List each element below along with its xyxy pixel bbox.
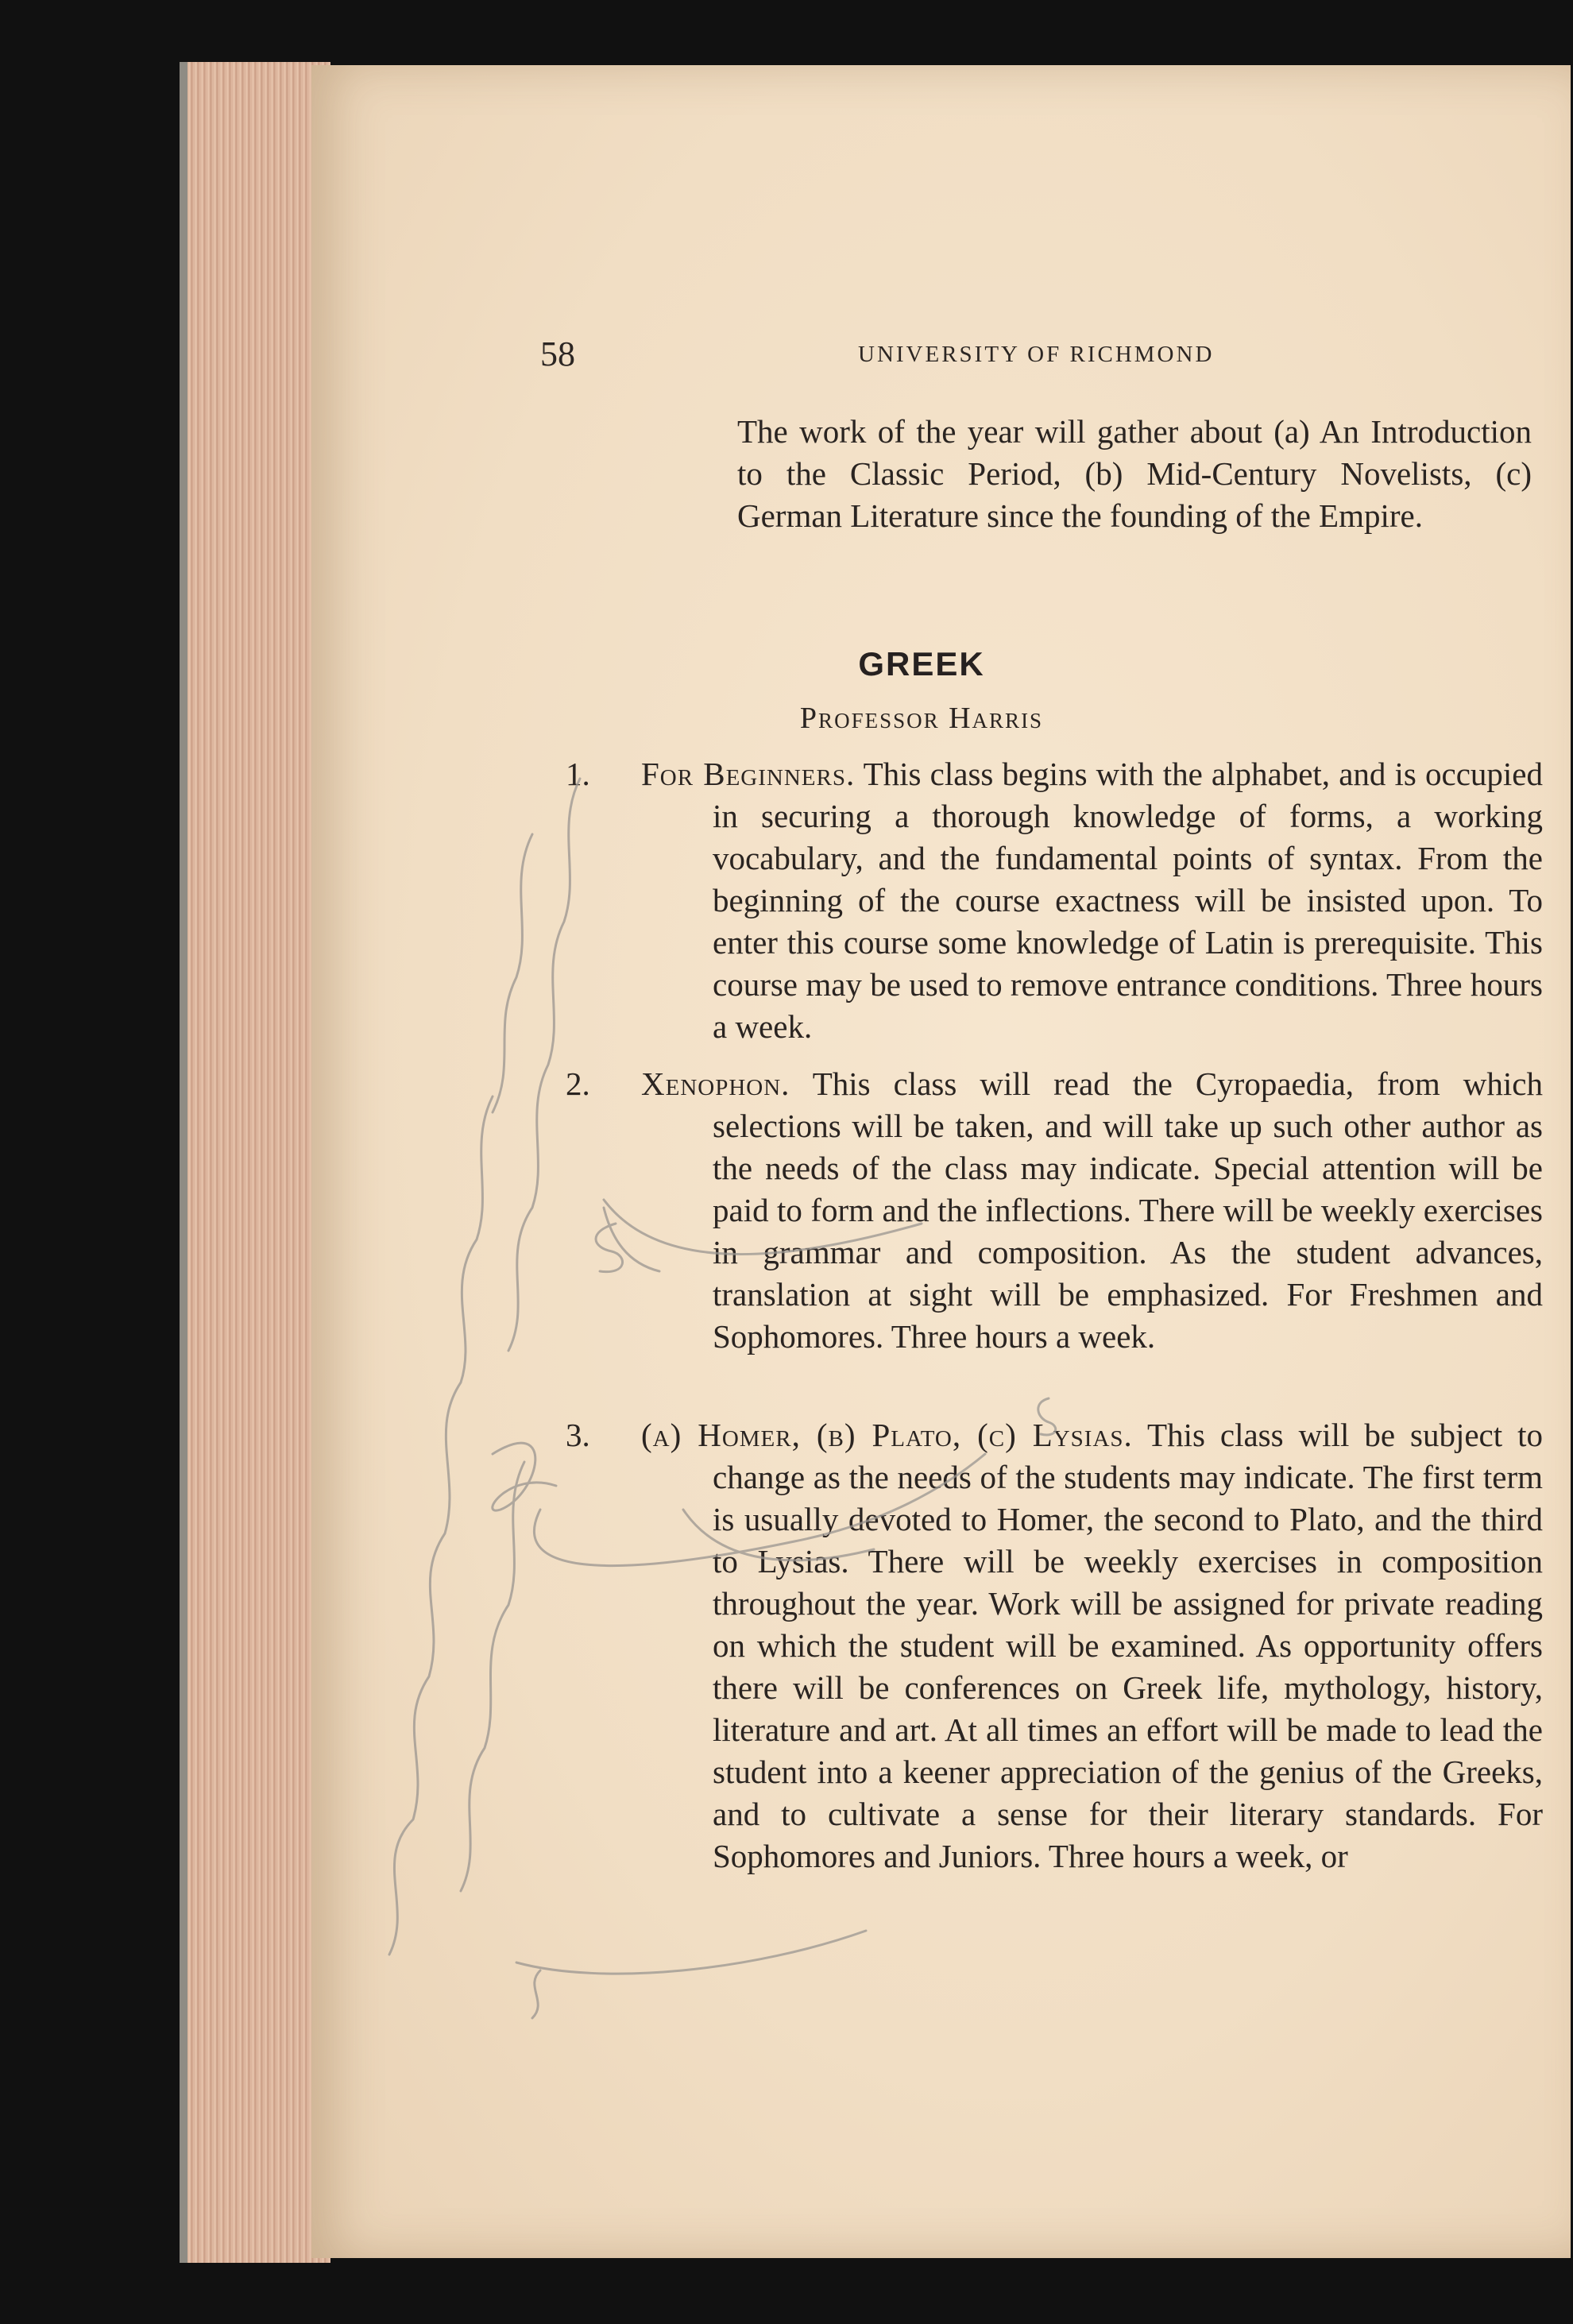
book-page-edges: [180, 62, 330, 2263]
course-title: (a) Homer, (b) Plato, (c) Lysias.: [641, 1417, 1133, 1453]
course-1: [566, 753, 1543, 1048]
course-title: For Beginners.: [641, 756, 856, 792]
course-number: 2.: [566, 1065, 590, 1102]
page-header: [540, 334, 1573, 381]
course-description: This class will be subject to change as the needs of the students may indicate. The first term is usually devoted to Homer, the second to Plato, and the third to Lysias. There will be weekly exercises in composition throughout the year. Work will be assigned for private reading on which the student will be examined. As opportunity offers there will be conferences on Greek life, mythology, history, literature and art. At all times an effort will be made to lead the student into a keener appreciation of the genius of the Greeks, and to cultivate a sense for their literary standards. For Sophomores and Juniors. Three hours a week, or: [713, 1417, 1543, 1874]
course-number: 3.: [566, 1417, 590, 1453]
course-2: [566, 1063, 1543, 1358]
running-head: UNIVERSITY OF RICHMOND: [858, 342, 1215, 367]
course-body: [641, 1063, 1543, 1358]
course-body: [641, 753, 1543, 1048]
course-number: 1.: [566, 756, 590, 792]
course-description: This class begins with the alphabet, and is occupied in securing a thorough knowledge of forms, a working vocabulary, and the fundamental points of syntax. From the beginning of the course exactness will be insisted upon. To enter this course some knowledge of Latin is prerequisite. This course may be used to remove entrance conditions. Three hours a week.: [713, 756, 1543, 1045]
intro-paragraph: The work of the year will gather about (a) An Introduction to the Classic Period, (b) Mid-Century Novelists, (c) German Literature since the founding of the Empire.: [737, 413, 1532, 534]
course-title: Xenophon.: [641, 1065, 790, 1102]
section-title: GREEK: [858, 645, 985, 683]
course-body: [641, 1414, 1543, 1877]
course-description: This class will read the Cyropaedia, from which selections will be taken, and will take up such other author as the needs of the class may indicate. Special attention will be paid to form and the inflections. There will be weekly exercises in grammar and composition. As the student advances, translation at sight will be emphasized. For Freshmen and Sophomores. Three hours a week.: [713, 1065, 1543, 1355]
page-number: 58: [540, 334, 575, 373]
course-3: [566, 1414, 1543, 1877]
professor-name: Professor Harris: [799, 702, 1044, 735]
